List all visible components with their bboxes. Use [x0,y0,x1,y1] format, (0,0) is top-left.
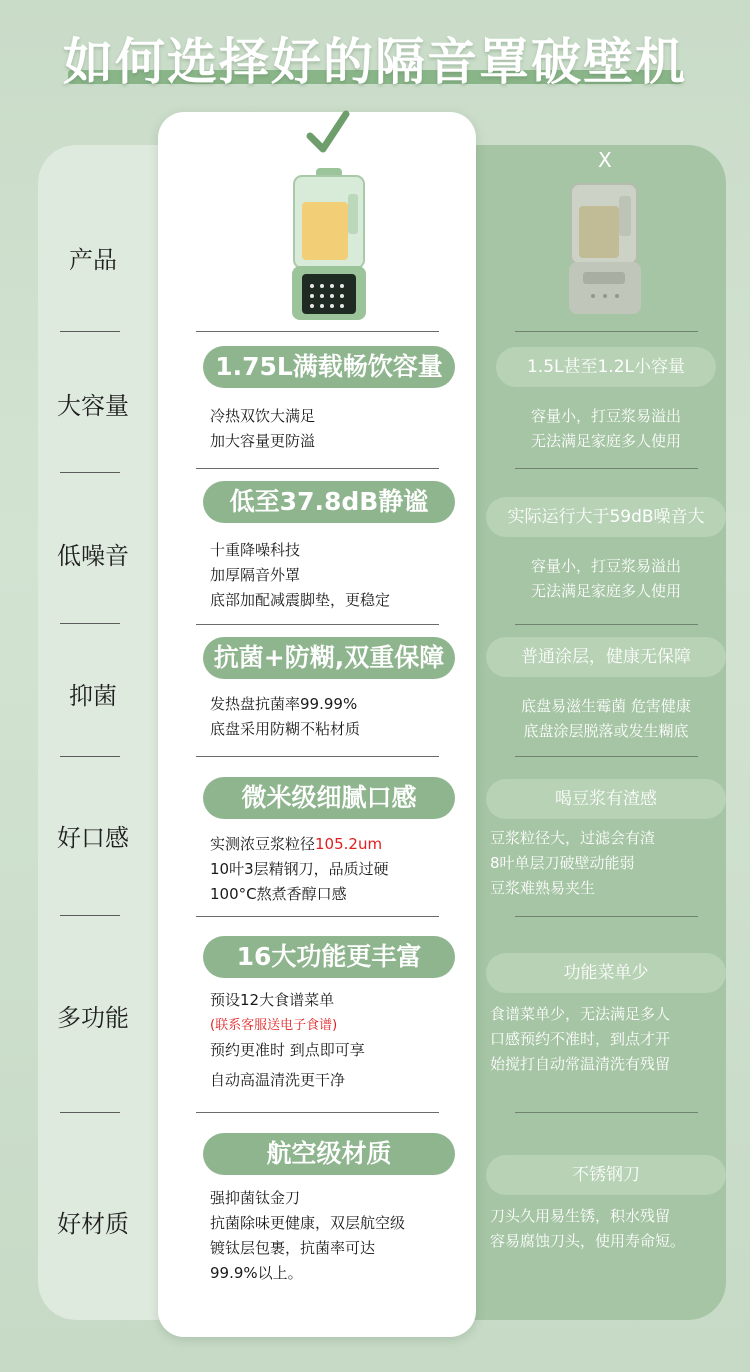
bad-antibacterial-desc [486,694,726,744]
good-capacity-desc [210,404,315,454]
desc-line: 刀头久用易生锈，积水残留 [490,1207,671,1225]
divider [196,331,439,332]
desc-line: 10叶3层精钢刀，品质过硬 [210,860,389,878]
good-capacity-title: 1.75L满载畅饮容量 [203,346,455,388]
divider [60,756,120,757]
divider [60,623,120,624]
desc-line: 食谱菜单少，无法满足多人 [490,1005,671,1023]
check-icon [306,108,350,158]
divider [196,1112,439,1113]
divider [515,624,698,625]
bad-capacity-title: 1.5L甚至1.2L小容量 [496,347,716,387]
good-multifunction-title: 16大功能更丰富 [203,936,455,978]
desc-line: 豆浆难熟易夹生 [490,879,596,897]
label-taste: 好口感 [57,824,129,852]
bad-material-title: 不锈钢刀 [486,1155,726,1195]
divider [196,756,439,757]
bad-taste-title: 喝豆浆有渣感 [486,779,726,819]
divider [515,756,698,757]
good-antibacterial-desc [210,692,360,742]
desc-line: 99.9%以上。 [210,1264,303,1282]
desc-line: 无法满足家庭多人使用 [530,582,681,600]
bad-capacity-desc [486,404,726,454]
desc-line: 容量小，打豆浆易溢出 [530,557,681,575]
bad-noise-title: 实际运行大于59dB噪音大 [486,497,726,537]
desc-line: 底部加配减震脚垫，更稳定 [210,591,391,609]
label-capacity: 大容量 [57,392,129,420]
particle-size-highlight: 105.2um [315,835,383,853]
good-noise-title: 低至37.8dB静谧 [203,481,455,523]
desc-line: 8叶单层刀破壁动能弱 [490,854,635,872]
divider [196,468,439,469]
divider [515,916,698,917]
desc-line: 底盘涂层脱落或发生糊底 [523,722,689,740]
label-multifunction: 多功能 [57,1004,129,1032]
desc-line: 始搅打自动常温清洗有残留 [490,1055,671,1073]
good-material-desc [210,1186,405,1286]
page-title: 如何选择好的隔音罩破壁机 [63,33,687,91]
desc-line: 十重降噪科技 [210,541,301,559]
good-noise-desc [210,538,390,613]
desc-line: 口感预约不准时，到点才开 [490,1030,671,1048]
desc-line: 预约更准时 到点即可享 [210,1041,365,1059]
label-low-noise: 低噪音 [57,542,129,570]
desc-line: 容量小，打豆浆易溢出 [530,407,681,425]
divider [60,331,120,332]
desc-text: 实测浓豆浆粒径 [210,835,316,853]
bad-multifunction-desc [490,1002,720,1077]
bad-taste-desc [490,826,710,901]
desc-line: 冷热双饮大满足 [210,407,316,425]
bad-material-desc [490,1204,726,1254]
desc-line: 镀钛层包裹，抗菌率可达 [210,1239,376,1257]
good-antibacterial-title: 抗菌+防糊,双重保障 [203,637,455,679]
desc-line: 自动高温清洗更干净 [210,1071,346,1089]
good-multifunction-desc [210,988,365,1093]
desc-line: 容易腐蚀刀头，使用寿命短。 [490,1232,686,1250]
desc-line [210,832,389,857]
label-product: 产品 [69,246,117,274]
desc-line: 底盘易滋生霉菌 危害健康 [521,697,691,715]
desc-line: 无法满足家庭多人使用 [530,432,681,450]
divider [196,916,439,917]
divider [196,624,439,625]
label-material: 好材质 [57,1210,129,1238]
desc-line: 强抑菌钛金刀 [210,1189,301,1207]
green-blender-image [288,164,370,324]
desc-line: 底盘采用防糊不粘材质 [210,720,361,738]
divider [515,1112,698,1113]
divider [60,472,120,473]
desc-line: 发热盘抗菌率99.99% [210,695,358,713]
ebook-recipe-note: (联系客服送电子食谱) [210,1018,338,1033]
bad-antibacterial-title: 普通涂层，健康无保障 [486,637,726,677]
desc-line: 加厚隔音外罩 [210,566,301,584]
x-mark-icon: X [598,148,612,172]
divider [60,915,120,916]
label-antibacterial: 抑菌 [69,682,117,710]
grey-blender-image [565,176,645,318]
good-material-title: 航空级材质 [203,1133,455,1175]
bad-multifunction-title: 功能菜单少 [486,953,726,993]
divider [515,331,698,332]
desc-line: 豆浆粒径大，过滤会有渣 [490,829,656,847]
divider [60,1112,120,1113]
desc-line: 抗菌除味更健康，双层航空级 [210,1214,406,1232]
good-taste-title: 微米级细腻口感 [203,777,455,819]
good-taste-desc [210,832,389,907]
desc-line: 加大容量更防溢 [210,432,316,450]
divider [515,468,698,469]
bad-noise-desc [486,554,726,604]
desc-line: 100°C熬煮香醇口感 [210,885,347,903]
desc-line: 预设12大食谱菜单 [210,991,335,1009]
